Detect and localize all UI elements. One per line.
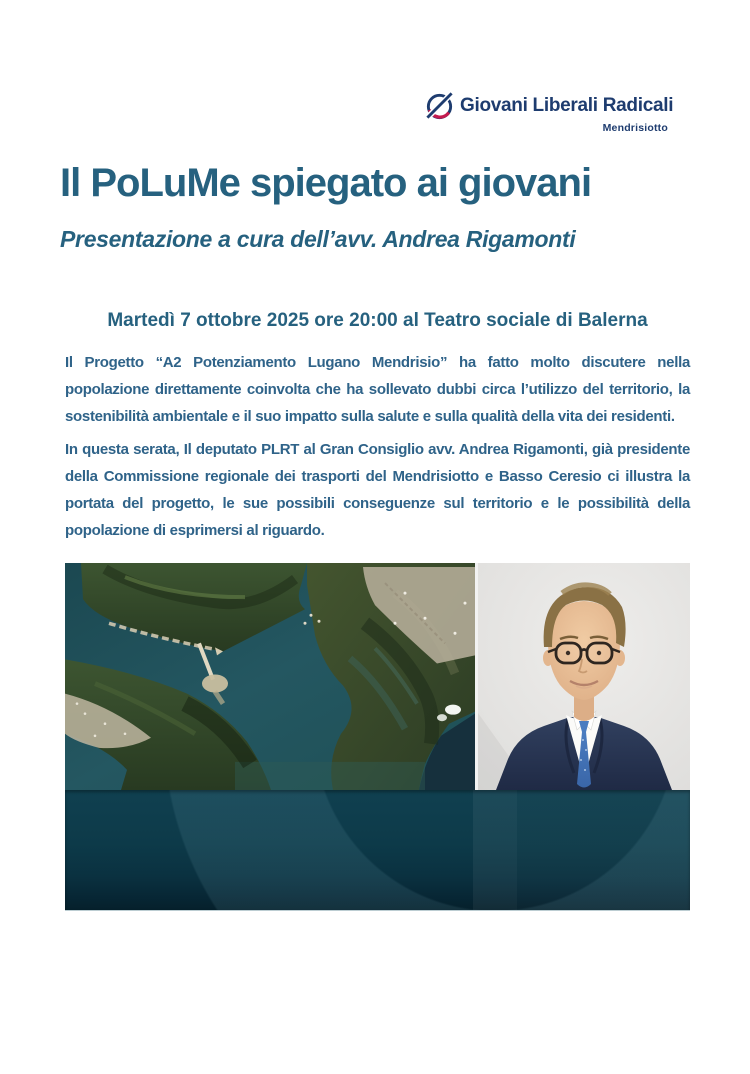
page-title: Il PoLuMe spiegato ai giovani xyxy=(60,161,592,205)
logo xyxy=(424,90,690,134)
logo-row xyxy=(424,90,690,121)
page-subtitle: Presentazione a cura dell’avv. Andrea Rigamonti xyxy=(60,226,576,252)
footer-band xyxy=(65,790,690,911)
body-paragraph-1: Il Progetto “A2 Potenziamento Lugano Mendrisio” ha fatto molto discutere nella popolazione direttamente coinvolta che ha sollevato dubbi circa l’utilizzo del territorio, la sostenibilità ambientale e il suo impatto sulla salute e sulla qualità della vita dei residenti. xyxy=(65,354,690,425)
logo-subname: Mendrisiotto xyxy=(602,122,668,134)
event-dateline: Martedì 7 ottobre 2025 ore 20:00 al Teatro sociale di Balerna xyxy=(107,310,648,331)
logo-name: Giovani Liberali Radicali xyxy=(460,94,674,116)
photo-row xyxy=(65,563,690,790)
body-paragraph-2: In questa serata, Il deputato PLRT al Gran Consiglio avv. Andrea Rigamonti, già presidente della Commissione regionale dei trasporti del Mendrisiotto e Basso Ceresio ci illustra la portata del progetto, le sue possibili conseguenze sul territorio e le possibilità della popolazione di esprimersi al riguardo. xyxy=(65,441,690,539)
portrait-photo xyxy=(478,563,690,790)
glr-circle-slash-icon xyxy=(424,90,455,121)
satellite-photo xyxy=(65,563,475,790)
